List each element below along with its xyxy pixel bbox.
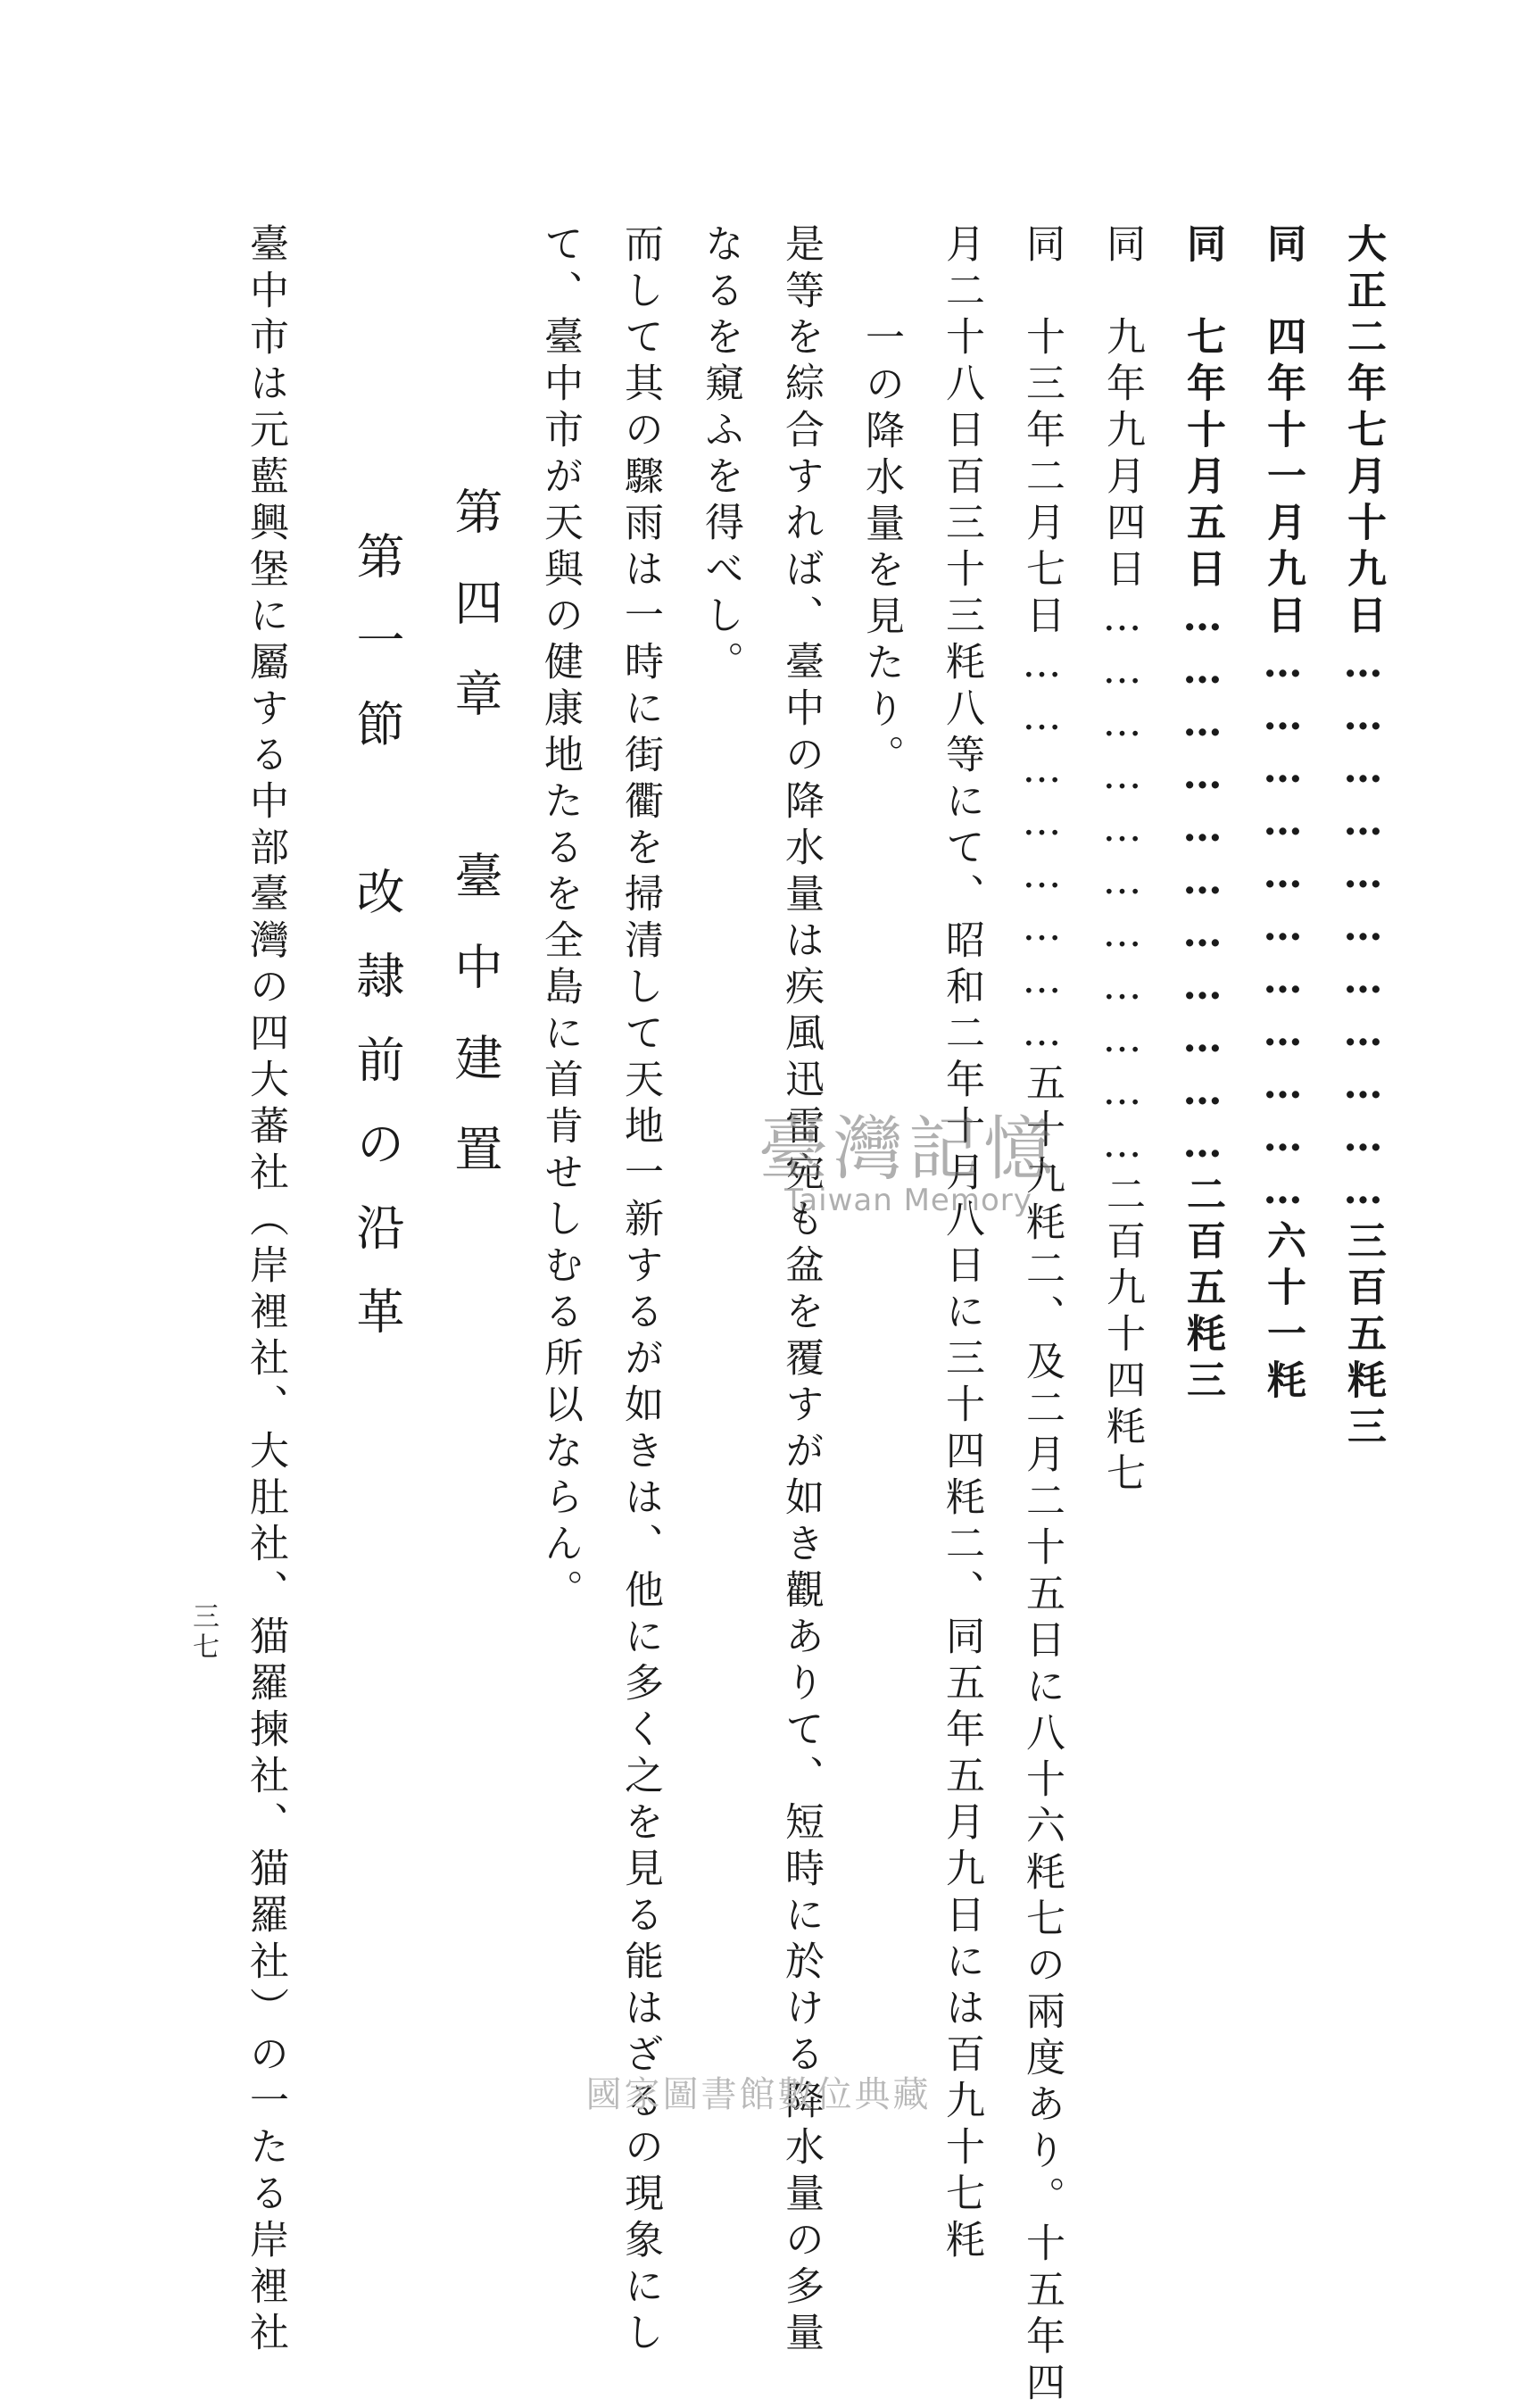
- footer-credit: 國家圖書館數位典藏: [585, 2074, 932, 2115]
- watermark-chinese: 臺灣記憶: [758, 1109, 1059, 1190]
- text-column-4: 同 九年九月四日……………………………二百九十四粍七: [1099, 223, 1145, 1499]
- paragraph-column-2: なるを窺ふを得べし。: [698, 223, 743, 687]
- paragraph-column-1: 是等を綜合すれば、臺中の降水量は疾風迅雷宛も盆を覆すが如き觀ありて、短時に於ける降水量の多量: [778, 223, 824, 2358]
- text-column-7: 一の降水量を見たり。: [858, 317, 904, 781]
- text-column-5: 同 十三年二月七日……………………五十九粍二、及二月二十五日に八十六粍七の兩度あり。十五年四: [1019, 223, 1065, 2408]
- watermark: [758, 1093, 1058, 1218]
- paragraph-column-4: て、臺中市が天與の健康地たるを全島に首肯せしむる所以ならん。: [537, 223, 583, 1615]
- watermark-english: Taiwan Memory: [784, 1183, 1032, 1218]
- text-column-2: 同 四年十一月九日……………………………六十一粍: [1260, 223, 1306, 1406]
- section-heading: 第一節 改隷前の沿革: [349, 531, 405, 1370]
- text-column-1: 大正二年七月十九日……………………………三百五粍三: [1340, 223, 1386, 1452]
- text-column-3: 同 七年十月五日……………………………二百五粍三: [1180, 223, 1225, 1406]
- text-column-6: 月二十八日百三十三粍八等にて、昭和二年十月八日に三十四粍二、同五年五月九日には百九十七粍: [939, 223, 984, 2265]
- chapter-heading: 第四章 臺中建置: [447, 486, 503, 1215]
- page-number: 三七: [187, 1602, 219, 1663]
- paragraph-column-3: 而して其の驟雨は一時に街衢を掃清して天地一新するが如きは、他に多く之を見る能はざるの現象にし: [618, 223, 663, 2358]
- text-column-last: 臺中市は元藍興堡に屬する中部臺灣の四大蕃社（岸裡社、大肚社、猫羅揀社、猫羅社）の一たる岸裡社: [243, 223, 288, 2358]
